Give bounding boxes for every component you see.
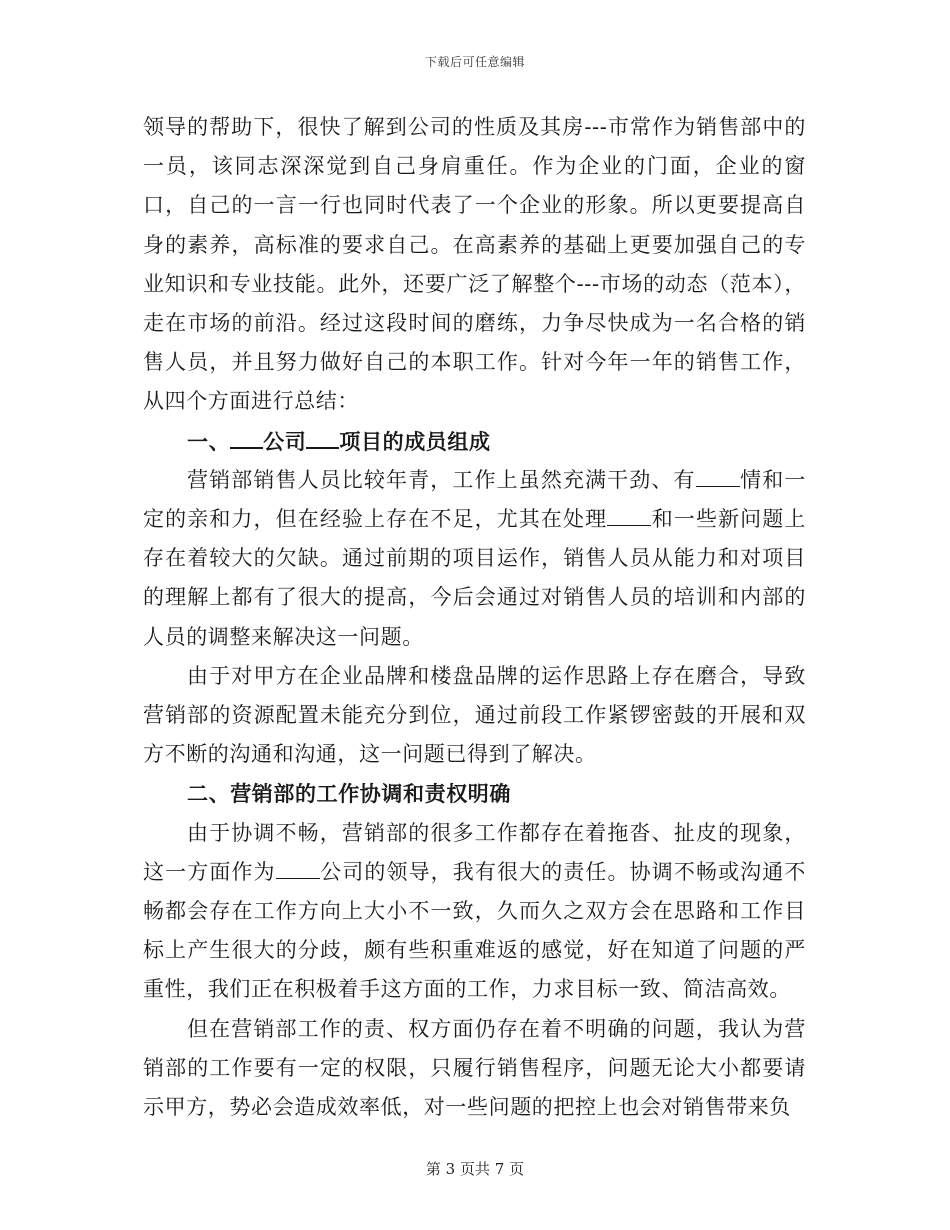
paragraph-coordination-part-a: 由于协调不畅，营销部的很多工作都存在着拖沓、扯皮的现象，这一方面作为 [143, 820, 806, 884]
paragraph-team-part-b: 情和一定的亲和力，但在经验上存在不足，尤其在处理 [143, 467, 806, 532]
page-footer: 第 3 页共 7 页 [425, 1160, 525, 1178]
heading-1-suffix: 项目的成员组成 [339, 428, 491, 454]
paragraph-intro: 领导的帮助下，很快了解到公司的性质及其房---市常作为销售部中的一员，该同志深深觉到自己身肩重任。作为企业的门面，企业的窗口，自己的一言一行也同时代表了一个企业的形象。所以更要提高自身的素养，高标准的要求自己。在高素养的基础上更要加强自己的专业知识和专业技能。此外，还要广泛了解整个---市场的动态（范本），走在市场的前沿。经过这段时间的磨练，力争尽快成为一名合格的销售人员，并且努力做好自己的本职工作。针对今年一年的销售工作，从四个方面进行总结： [143, 115, 806, 414]
paragraph-team-part-a: 营销部销售人员比较年青，工作上虽然充满干劲、有 [187, 467, 696, 492]
blank-underline [276, 860, 320, 879]
paragraph-coordination-part-b: 公司的领导，我有很大的责任。协调不畅或沟通不畅都会存在工作方向上大小不一致，久而久之双方会在思路和工作目标上产生很大的分歧，颇有些积重难返的感觉，好在知道了问题的严重性，我们正在积极着手这方面的工作，力求目标一致、简洁高效。 [143, 859, 806, 1002]
blank-underline [306, 429, 339, 449]
paragraph-authority: 但在营销部工作的责、权方面仍存在着不明确的问题，我认为营销部的工作要有一定的权限，只履行销售程序，问题无论大小都要请示甲方，势必会造成效率低，对一些问题的把控上也会对销售带来负 [143, 1016, 806, 1120]
heading-1-prefix: 一、 [187, 428, 231, 454]
blank-underline [230, 429, 263, 449]
section-heading-2: 二、营销部的工作协调和责权明确 [187, 781, 511, 807]
paragraph-resources: 由于对甲方在企业品牌和楼盘品牌的运作思路上存在磨合，导致营销部的资源配置未能充分到位，通过前段工作紧锣密鼓的开展和双方不断的沟通和沟通，这一问题已得到了解决。 [143, 663, 806, 767]
heading-1-mid: 公司 [263, 428, 307, 454]
paragraph-team [143, 461, 806, 657]
paragraph-team-part-c: 和一些新问题上存在着较大的欠缺。通过前期的项目运作，销售人员从能力和对项目的理解上都有了很大的提高，今后会通过对销售人员的培训和内部的人员的调整来解决这一问题。 [143, 507, 806, 649]
blank-underline [696, 468, 740, 487]
document-body [143, 108, 806, 1127]
page-header: 下载后可任意编辑 [424, 55, 525, 69]
blank-underline [607, 507, 651, 526]
section-heading-1 [143, 422, 806, 461]
paragraph-coordination [143, 814, 806, 1010]
